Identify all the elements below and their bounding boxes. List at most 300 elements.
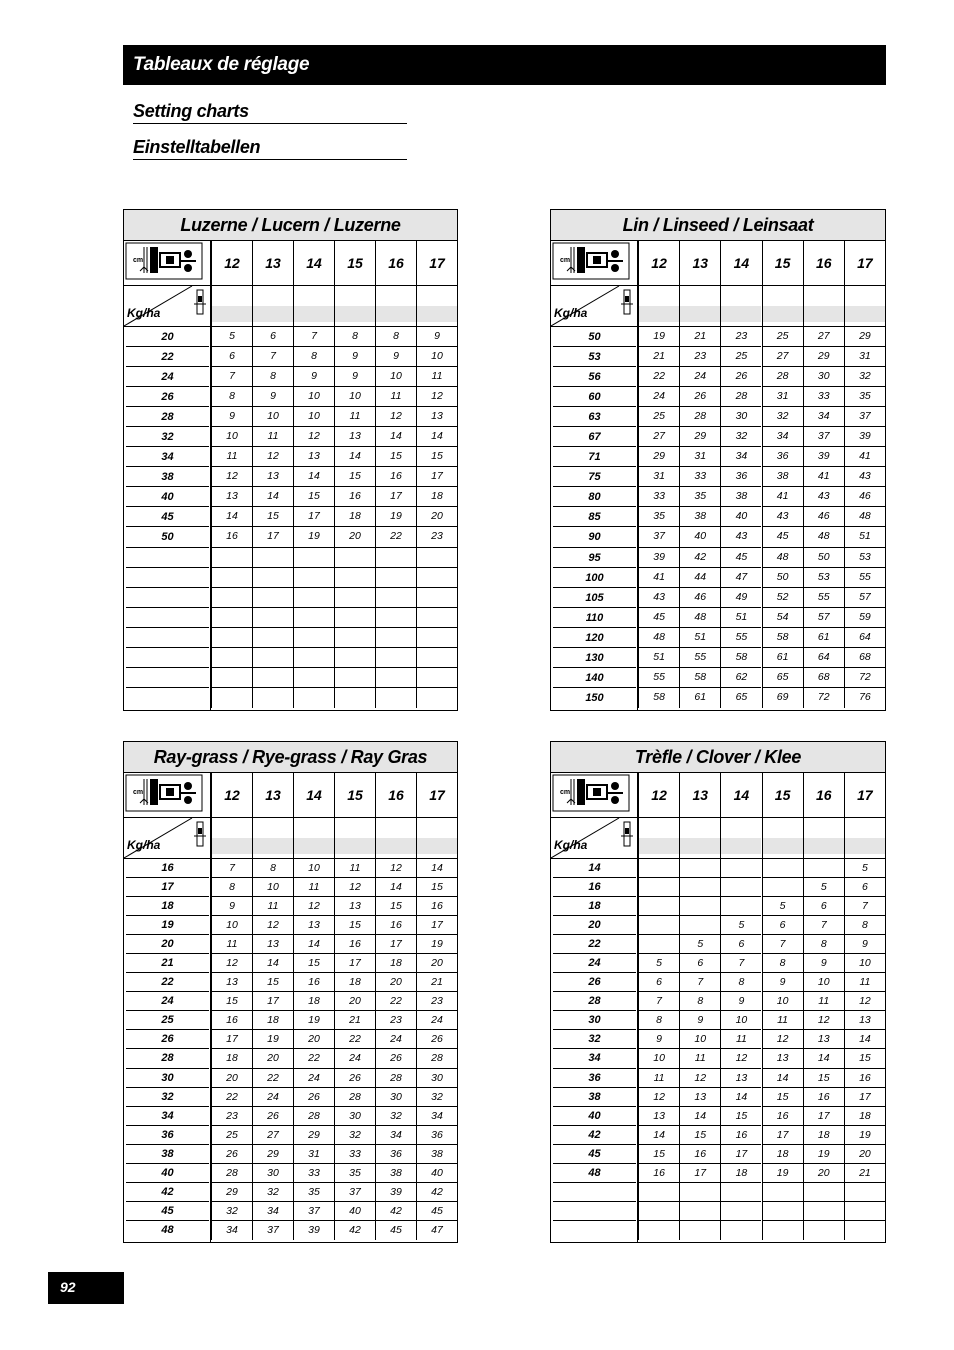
value-cell: 10 [638,1049,679,1068]
value-cell: 16 [762,1107,803,1126]
column-header: 17 [844,241,885,285]
value-cell: 10 [252,878,293,897]
column-separator [210,773,211,1242]
rate-cell: 40 [126,1164,209,1183]
value-cell: 41 [803,467,844,487]
value-cell: 13 [844,1011,885,1030]
value-cell: 18 [375,954,416,973]
unit-row-cell [638,286,679,326]
value-cell: 9 [334,347,375,367]
value-cell [375,548,416,568]
value-cell [252,568,293,588]
value-cell [252,548,293,568]
value-cell: 18 [762,1145,803,1164]
value-cell: 40 [720,507,761,527]
column-header: 14 [293,773,334,817]
value-cell: 14 [762,1069,803,1088]
value-cell: 14 [252,487,293,507]
value-cell: 15 [762,1088,803,1107]
value-cell: 11 [679,1049,720,1068]
value-cell: 34 [252,1202,293,1221]
table-row [551,859,885,878]
value-cell: 58 [762,628,803,648]
value-cell: 10 [762,992,803,1011]
value-cell: 22 [334,1030,375,1049]
value-cell: 14 [638,1126,679,1145]
value-cell: 18 [803,1126,844,1145]
value-cell: 45 [416,1202,457,1221]
value-cell: 20 [293,1030,334,1049]
value-cell [844,1221,885,1240]
value-cell: 15 [375,447,416,467]
value-cell: 15 [334,467,375,487]
value-cell [638,935,679,954]
value-cell: 58 [720,648,761,668]
rate-cell [553,1221,636,1240]
table-row [551,973,885,992]
value-cell [293,588,334,608]
value-cell: 40 [679,527,720,547]
value-cell [416,648,457,668]
value-cell: 51 [679,628,720,648]
table-row [124,568,457,588]
table-row [551,1126,885,1145]
value-cell [638,916,679,935]
value-cell: 7 [252,347,293,367]
value-cell: 8 [293,347,334,367]
rate-cell: 30 [126,1069,209,1088]
value-cell: 7 [679,973,720,992]
rate-cell: 19 [126,916,209,935]
value-cell: 39 [638,548,679,568]
value-cell: 39 [375,1183,416,1202]
value-cell: 10 [416,347,457,367]
page-number-box [48,1272,124,1304]
value-cell: 64 [844,628,885,648]
value-cell [375,648,416,668]
table-row [124,1164,457,1183]
table-row [124,1088,457,1107]
value-cell [334,688,375,708]
table-row [551,387,885,407]
value-cell: 32 [762,407,803,427]
rate-cell: 30 [553,1011,636,1030]
rate-cell: 16 [126,859,209,878]
value-cell: 16 [293,973,334,992]
table-row [124,347,457,367]
column-header: 12 [638,773,679,817]
value-cell: 29 [638,447,679,467]
value-cell [375,668,416,688]
value-cell: 8 [762,954,803,973]
column-header: 16 [375,241,416,285]
column-header: 17 [416,773,457,817]
value-cell: 11 [844,973,885,992]
table-row [551,897,885,916]
value-cell: 47 [416,1221,457,1240]
value-cell: 46 [803,507,844,527]
value-cell: 26 [375,1049,416,1068]
shaded-band [253,306,293,322]
table-row [551,407,885,427]
value-cell [293,628,334,648]
unit-row-cell [416,818,457,858]
table-row [551,1183,885,1202]
value-cell: 16 [679,1145,720,1164]
table-row [551,1011,885,1030]
value-cell: 11 [252,427,293,447]
value-cell: 25 [762,327,803,347]
rate-cell: 45 [553,1145,636,1164]
value-cell: 12 [679,1069,720,1088]
shaded-band [845,838,885,854]
value-cell: 25 [720,347,761,367]
value-cell: 30 [252,1164,293,1183]
page-number: 92 [60,1279,76,1295]
value-cell: 12 [375,859,416,878]
value-cell: 9 [211,407,252,427]
value-cell: 27 [803,327,844,347]
table-row [124,954,457,973]
value-cell: 26 [211,1145,252,1164]
value-cell [638,859,679,878]
value-cell: 20 [334,527,375,547]
column-header: 15 [334,773,375,817]
value-cell: 37 [638,527,679,547]
value-cell: 68 [844,648,885,668]
value-cell: 6 [844,878,885,897]
value-cell: 36 [762,447,803,467]
value-cell: 14 [844,1030,885,1049]
value-cell: 31 [679,447,720,467]
value-cell: 21 [679,327,720,347]
value-cell: 18 [334,973,375,992]
value-cell: 54 [762,608,803,628]
value-cell [638,1183,679,1202]
shaded-band [376,838,416,854]
value-cell: 31 [762,387,803,407]
value-cell [252,688,293,708]
unit-row-cell [762,286,803,326]
column-header: 13 [252,241,293,285]
table-row [551,878,885,897]
column-header: 17 [844,773,885,817]
value-cell [293,548,334,568]
value-cell: 16 [416,897,457,916]
column-header: 15 [334,241,375,285]
value-cell: 43 [762,507,803,527]
value-cell: 22 [375,992,416,1011]
value-cell: 29 [293,1126,334,1145]
value-cell: 5 [762,897,803,916]
value-cell: 6 [211,347,252,367]
value-cell [679,1221,720,1240]
value-cell: 32 [252,1183,293,1202]
value-cell: 14 [375,878,416,897]
value-cell: 7 [720,954,761,973]
value-cell: 38 [416,1145,457,1164]
table-row [551,1145,885,1164]
value-cell: 48 [803,527,844,547]
value-cell: 34 [720,447,761,467]
value-cell: 35 [293,1183,334,1202]
value-cell: 6 [252,327,293,347]
value-cell: 12 [844,992,885,1011]
rate-cell: 105 [553,588,636,608]
value-cell: 24 [252,1088,293,1107]
unit-row-cell [293,286,334,326]
value-cell: 76 [844,688,885,708]
value-cell: 33 [679,467,720,487]
column-separator [637,773,638,1242]
seed-drill-icon [124,241,211,285]
value-cell: 31 [844,347,885,367]
table-row [551,935,885,954]
value-cell: 7 [293,327,334,347]
table-row [551,1107,885,1126]
value-cell: 19 [803,1145,844,1164]
value-cell: 39 [844,427,885,447]
value-cell: 10 [679,1030,720,1049]
value-cell [803,859,844,878]
value-cell: 5 [638,954,679,973]
value-cell: 9 [334,367,375,387]
unit-row-cell [844,818,885,858]
value-cell: 19 [416,935,457,954]
table-row [124,487,457,507]
value-cell: 32 [334,1126,375,1145]
value-cell: 57 [844,588,885,608]
rate-cell: 36 [126,1126,209,1145]
value-cell: 40 [334,1202,375,1221]
unit-row-cell [252,818,293,858]
table-row [551,1049,885,1068]
table-body [124,859,457,1240]
value-cell: 18 [416,487,457,507]
value-cell: 13 [252,467,293,487]
table-row [124,507,457,527]
value-cell: 25 [211,1126,252,1145]
value-cell: 55 [844,568,885,588]
value-cell: 12 [211,954,252,973]
rate-cell: 71 [553,447,636,467]
chart-luzerne [123,209,458,711]
value-cell: 15 [679,1126,720,1145]
rate-cell: 17 [126,878,209,897]
value-cell: 45 [638,608,679,628]
rate-cell: 40 [553,1107,636,1126]
value-cell: 61 [803,628,844,648]
shaded-band [212,306,252,322]
value-cell [375,628,416,648]
rate-cell: 100 [553,568,636,588]
value-cell: 23 [211,1107,252,1126]
value-cell: 10 [334,387,375,407]
value-cell [211,688,252,708]
rate-cell: 50 [126,527,209,547]
column-header: 12 [638,241,679,285]
value-cell: 6 [720,935,761,954]
value-cell: 29 [844,327,885,347]
value-cell: 9 [803,954,844,973]
value-cell: 10 [803,973,844,992]
value-cell: 33 [638,487,679,507]
column-header-row [124,773,457,818]
value-cell: 10 [211,916,252,935]
value-cell: 5 [679,935,720,954]
value-cell: 24 [638,387,679,407]
value-cell: 13 [803,1030,844,1049]
value-cell: 53 [803,568,844,588]
value-cell: 9 [844,935,885,954]
value-cell: 16 [844,1069,885,1088]
value-cell [762,859,803,878]
value-cell [762,878,803,897]
value-cell: 32 [844,367,885,387]
table-row [124,1221,457,1240]
value-cell: 14 [211,507,252,527]
column-header-row [551,773,885,818]
value-cell: 6 [638,973,679,992]
value-cell [375,588,416,608]
rate-cell: 26 [553,973,636,992]
header-bar [123,45,886,85]
rate-cell: 90 [553,527,636,547]
shaded-band [721,306,761,322]
unit-row-cell [679,286,720,326]
unit-row [124,818,457,859]
value-cell [293,568,334,588]
value-cell: 59 [844,608,885,628]
table-row [551,1069,885,1088]
value-cell: 19 [293,1011,334,1030]
rate-cell: 150 [585,691,604,704]
rate-cell [126,668,209,688]
shaded-band [763,306,803,322]
value-cell: 26 [416,1030,457,1049]
value-cell: 51 [844,527,885,547]
table-row [551,327,885,347]
value-cell: 20 [375,973,416,992]
value-cell: 19 [762,1164,803,1183]
table-row [551,668,885,688]
column-header: 16 [375,773,416,817]
value-cell: 12 [252,916,293,935]
value-cell: 37 [334,1183,375,1202]
value-cell: 15 [844,1049,885,1068]
value-cell: 26 [252,1107,293,1126]
table-row [124,688,457,708]
table-row [124,447,457,467]
chart-title: Ray-grass / Rye-grass / Ray Gras [124,742,457,773]
value-cell: 9 [638,1030,679,1049]
value-cell: 28 [416,1049,457,1068]
value-cell: 26 [334,1069,375,1088]
value-cell: 5 [844,859,885,878]
value-cell: 30 [803,367,844,387]
value-cell: 15 [334,916,375,935]
value-cell: 34 [762,427,803,447]
value-cell: 10 [211,427,252,447]
rate-cell [553,1183,636,1202]
value-cell: 30 [720,407,761,427]
rate-cell: 75 [553,467,636,487]
unit-cell [124,818,211,858]
value-cell [334,588,375,608]
rate-cell: 34 [553,1049,636,1068]
shaded-band [845,306,885,322]
rate-cell: 16 [553,878,636,897]
value-cell: 10 [293,387,334,407]
table-row [124,387,457,407]
rate-cell: 26 [126,387,209,407]
value-cell: 22 [638,367,679,387]
table-row [551,367,885,387]
value-cell: 52 [762,588,803,608]
value-cell: 11 [720,1030,761,1049]
table-row [124,548,457,568]
value-cell: 12 [293,897,334,916]
table-row [124,467,457,487]
rate-cell: 28 [553,992,636,1011]
value-cell [375,688,416,708]
value-cell: 8 [334,327,375,347]
unit-row-cell [334,286,375,326]
value-cell: 48 [679,608,720,628]
value-cell: 9 [293,367,334,387]
value-cell: 15 [720,1107,761,1126]
unit-row-cell [638,818,679,858]
unit-row-cell [762,818,803,858]
unit-cell [551,286,638,326]
value-cell: 17 [803,1107,844,1126]
table-row [124,1107,457,1126]
column-header: 16 [803,241,844,285]
value-cell: 17 [293,507,334,527]
value-cell: 32 [375,1107,416,1126]
rate-cell [126,548,209,568]
value-cell: 13 [293,447,334,467]
table-row [124,935,457,954]
table-row [551,1202,885,1221]
value-cell: 27 [762,347,803,367]
value-cell: 22 [252,1069,293,1088]
shaded-band [212,838,252,854]
table-row [551,347,885,367]
value-cell [638,897,679,916]
value-cell [416,548,457,568]
seed-drill-icon [551,241,638,285]
table-row [551,1088,885,1107]
value-cell: 17 [679,1164,720,1183]
value-cell: 9 [252,387,293,407]
unit-row-cell [720,818,761,858]
value-cell: 51 [720,608,761,628]
value-cell: 28 [334,1088,375,1107]
value-cell: 32 [211,1202,252,1221]
icon-unit-label: cm [560,257,571,264]
value-cell: 38 [762,467,803,487]
value-cell [416,588,457,608]
rate-cell: 34 [126,447,209,467]
table-row [551,487,885,507]
value-cell: 17 [844,1088,885,1107]
value-cell: 9 [762,973,803,992]
value-cell: 27 [252,1126,293,1145]
rate-cell: 32 [126,1088,209,1107]
column-header: 17 [416,241,457,285]
column-header-row [551,241,885,286]
